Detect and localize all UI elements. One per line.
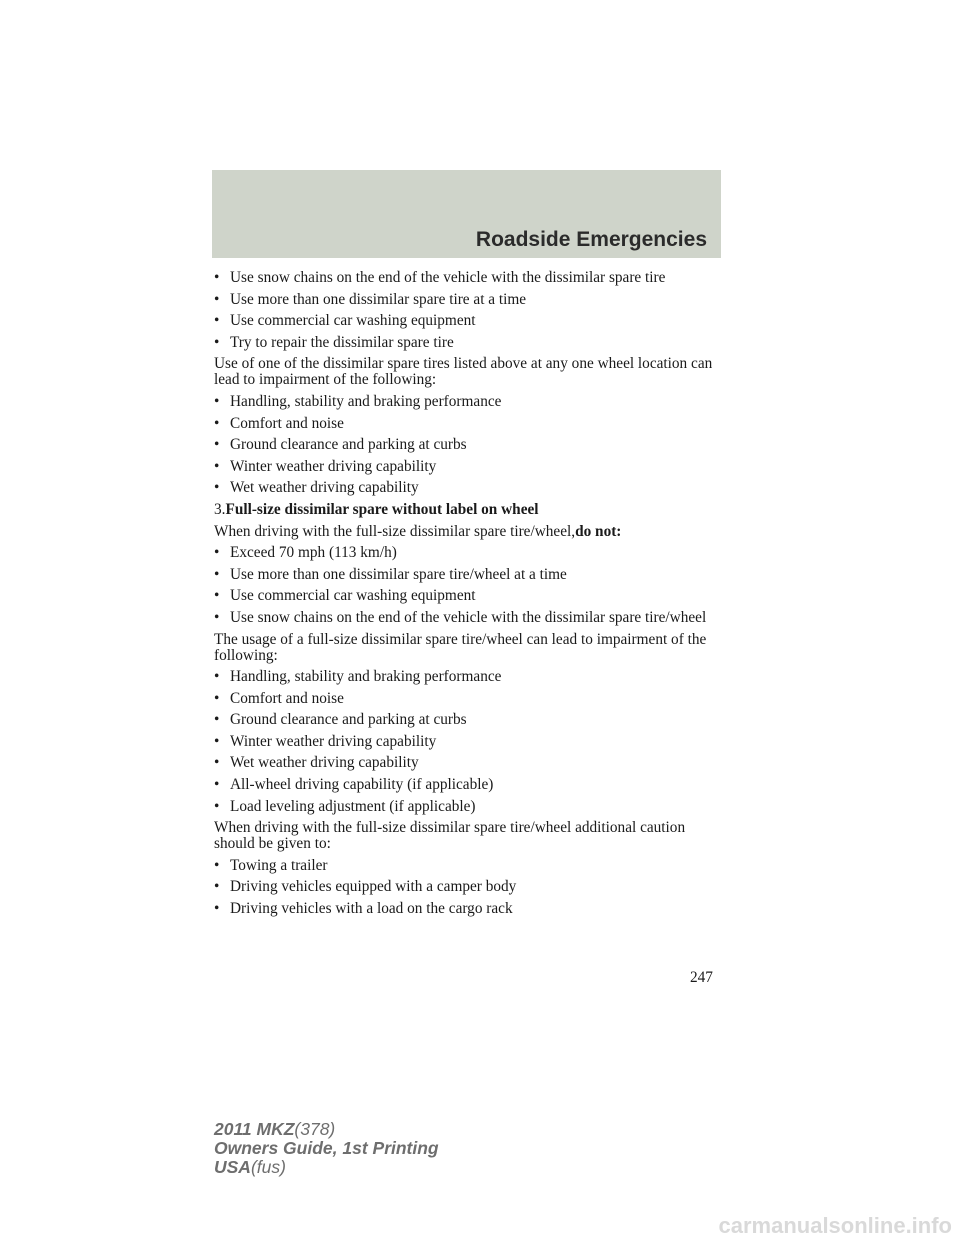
list-item-text: Ground clearance and parking at curbs	[230, 436, 467, 454]
list-item	[214, 901, 720, 917]
list-item	[214, 292, 720, 308]
list-item	[214, 270, 720, 286]
bullet-icon: •	[214, 392, 220, 410]
list-item	[214, 858, 720, 874]
bullet-icon: •	[214, 856, 220, 874]
bullet-list-e	[214, 858, 720, 917]
list-item-text: Handling, stability and braking performance	[230, 668, 502, 686]
list-item	[214, 734, 720, 750]
list-item-text: Comfort and noise	[230, 414, 344, 432]
list-item-text: Driving vehicles equipped with a camper body	[230, 878, 517, 896]
list-item-text: Use snow chains on the end of the vehicle with the dissimilar spare tire/wheel	[230, 608, 707, 626]
section-title: Roadside Emergencies	[475, 228, 707, 251]
list-item-text: Try to repair the dissimilar spare tire	[230, 333, 454, 351]
bullet-icon: •	[214, 878, 220, 896]
list-item	[214, 545, 720, 561]
list-item-text: Use commercial car washing equipment	[230, 312, 476, 330]
paragraph: The usage of a full-size dissimilar spare tire/wheel can lead to impairment of the following:	[214, 630, 707, 664]
footer-guide-line: Owners Guide, 1st Printing	[214, 1138, 439, 1158]
bullet-icon: •	[214, 457, 220, 475]
bullet-icon: •	[214, 711, 220, 729]
paragraph: When driving with the full-size dissimilar spare tire/wheel additional caution should be given to:	[214, 819, 686, 853]
list-item	[214, 437, 720, 453]
list-item-text: Exceed 70 mph (113 km/h)	[230, 544, 397, 562]
numbered-heading	[214, 502, 720, 518]
bullet-icon: •	[214, 608, 220, 626]
bullet-icon: •	[214, 565, 220, 583]
list-item-text: Comfort and noise	[230, 689, 344, 707]
list-item-text: All-wheel driving capability (if applicable)	[230, 776, 494, 794]
paragraph-emphasis: do not:	[575, 522, 622, 540]
paragraph-text: When driving with the full-size dissimilar spare tire/wheel,	[214, 522, 576, 540]
footer-region: USA	[214, 1157, 251, 1177]
list-item-text: Wet weather driving capability	[230, 754, 419, 772]
bullet-icon: •	[214, 732, 220, 750]
list-item-text: Handling, stability and braking performance	[230, 392, 502, 410]
bullet-list-c	[214, 545, 720, 626]
item-heading: Full-size dissimilar spare without label on wheel	[225, 500, 539, 518]
bullet-icon: •	[214, 414, 220, 432]
list-item	[214, 313, 720, 329]
list-item-text: Use more than one dissimilar spare tire at a time	[230, 290, 527, 308]
bullet-list-d	[214, 669, 720, 815]
list-item	[214, 799, 720, 815]
bullet-list-b	[214, 394, 720, 496]
bullet-icon: •	[214, 900, 220, 918]
page-number: 247	[690, 969, 713, 986]
list-item	[214, 416, 720, 432]
list-item	[214, 610, 720, 626]
list-item	[214, 691, 720, 707]
bullet-icon: •	[214, 333, 220, 351]
bullet-icon: •	[214, 797, 220, 815]
bullet-icon: •	[214, 587, 220, 605]
bullet-icon: •	[214, 290, 220, 308]
list-item-text: Winter weather driving capability	[230, 732, 437, 750]
bullet-icon: •	[214, 436, 220, 454]
paragraph: Use of one of the dissimilar spare tires listed above at any one wheel location can lead to impairment of the following:	[214, 355, 713, 389]
footer-model: 2011 MKZ	[214, 1119, 295, 1139]
list-item	[214, 335, 720, 351]
list-item-text: Load leveling adjustment (if applicable)	[230, 797, 476, 815]
list-item-text: Use more than one dissimilar spare tire/wheel at a time	[230, 565, 567, 583]
footer-model-line	[214, 1120, 439, 1139]
list-item	[214, 459, 720, 475]
section-header-band	[212, 170, 721, 258]
list-item-text: Wet weather driving capability	[230, 479, 419, 497]
bullet-list-a	[214, 270, 720, 351]
list-item-text: Ground clearance and parking at curbs	[230, 711, 467, 729]
list-item	[214, 755, 720, 771]
list-item-text: Driving vehicles with a load on the cargo rack	[230, 900, 513, 918]
list-item-text: Use snow chains on the end of the vehicle with the dissimilar spare tire	[230, 269, 666, 286]
bullet-icon: •	[214, 479, 220, 497]
footer-model-code: (378)	[294, 1119, 336, 1139]
bullet-icon: •	[214, 312, 220, 330]
list-item	[214, 712, 720, 728]
list-item-text: Winter weather driving capability	[230, 457, 437, 475]
item-number: 3.	[214, 500, 226, 518]
list-item	[214, 394, 720, 410]
list-item-text: Towing a trailer	[230, 856, 328, 874]
bullet-icon: •	[214, 754, 220, 772]
list-item	[214, 567, 720, 583]
list-item-text: Use commercial car washing equipment	[230, 587, 476, 605]
list-item	[214, 669, 720, 685]
list-item	[214, 777, 720, 793]
footer-region-line	[214, 1158, 439, 1177]
bullet-icon: •	[214, 668, 220, 686]
bullet-icon: •	[214, 544, 220, 562]
page-content	[214, 270, 720, 923]
print-footer	[214, 1120, 439, 1177]
list-item	[214, 480, 720, 496]
bullet-icon: •	[214, 776, 220, 794]
site-watermark: carmanualsonline.info	[718, 1213, 952, 1238]
footer-region-code: (fus)	[250, 1157, 286, 1177]
list-item	[214, 588, 720, 604]
paragraph	[214, 524, 720, 540]
bullet-icon: •	[214, 269, 220, 286]
list-item	[214, 879, 720, 895]
bullet-icon: •	[214, 689, 220, 707]
